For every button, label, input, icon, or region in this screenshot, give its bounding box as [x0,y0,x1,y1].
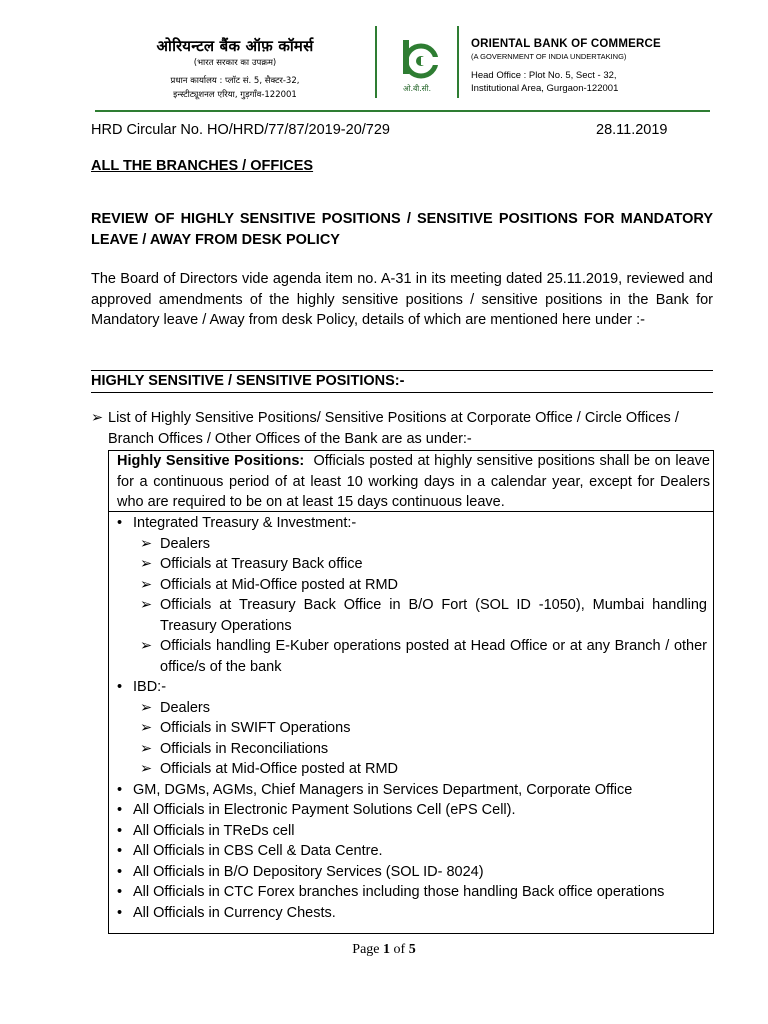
letterhead-hindi-block [95,36,375,102]
sub-list-item [109,534,713,555]
of-word: of [393,942,406,957]
list-item-text: All Officials in Currency Chests. [133,904,336,921]
list-item-text: All Officials in TReDs cell [133,822,295,839]
table-header-paragraph [117,451,710,513]
bullet-dot-icon: • [117,904,123,921]
list-item-text: Officials at Mid-Office posted at RMD [160,576,398,593]
arrow-bullet-icon: ➢ [140,761,153,777]
list-item-text: Officials at Mid-Office posted at RMD [160,761,398,777]
head-office-address-hindi [95,74,375,102]
bullet-dot-icon: • [117,863,123,880]
list-item [109,841,713,862]
subject-heading: REVIEW OF HIGHLY SENSITIVE POSITIONS / SENSITIVE POSITIONS FOR MANDATORY LEAVE / AWAY FROM DESK POLICY [91,211,713,248]
list-item-text: Officials at Treasury Back Office in B/O Fort (SOL ID -1050), Mumbai handling Treasury Operations [160,597,707,634]
letterhead-english-block [471,38,721,95]
table-header-text: Officials posted at highly sensitive positions shall be on leave for a continuous period of at least 10 working days in a calendar year, except for Dealers who are required to be on at least 15 days continuous leave. [117,453,710,510]
intro-paragraph: The Board of Directors vide agenda item no. A-31 in its meeting dated 25.11.2019, reviewed and approved amendments of the highly sensitive positions / sensitive positions in the Bank for Mandatory leave / Away from desk Policy, details of which are mentioned here under :- [91,271,713,328]
bullet-dot-icon: • [117,515,123,531]
bank-subtitle-english: (A GOVERNMENT OF INDIA UNDERTAKING) [471,52,627,61]
list-item-text: Officials at Treasury Back office [160,556,363,572]
bank-subtitle-hindi: (भारत सरकार का उपक्रम) [193,58,277,68]
letterhead [95,24,710,112]
addressee: ALL THE BRANCHES / OFFICES [91,158,314,174]
sub-list-item [109,698,713,719]
list-item-text: Dealers [160,535,210,552]
circular-date: 28.11.2019 [596,122,668,138]
arrow-bullet-icon: ➢ [140,740,153,757]
list-item [109,903,713,924]
page-footer [0,942,768,958]
logo-caption: ओ.बी.सी. [402,84,432,93]
list-item-text: Integrated Treasury & Investment:- [133,515,357,531]
bank-name-english: ORIENTAL BANK OF COMMERCE [471,38,661,50]
arrow-bullet-icon: ➢ [140,597,153,613]
positions-list [109,513,713,923]
sub-list-item [109,554,713,575]
page-current: 1 [383,942,391,957]
bank-logo-block [375,24,459,104]
address-english-line-1: Head Office : Plot No. 5, Sect - 32, [471,70,617,81]
sensitive-positions-table [108,450,714,934]
arrow-bullet-icon: ➢ [91,410,104,426]
letterhead-rule [95,110,710,112]
address-hindi-line-2: इन्स्टीट्यूशनल एरिया, गुड़गाँव-122001 [173,90,297,100]
bank-name-hindi: ओरियन्टल बैंक ऑफ़ कॉमर्स [156,37,314,55]
list-item-text: Dealers [160,699,210,716]
list-item [109,882,713,903]
sub-list-item [109,718,713,739]
bullet-dot-icon: • [117,884,123,900]
list-intro-text: List of Highly Sensitive Positions/ Sensitive Positions at Corporate Office / Circle Offices / Branch Offices / Other Offices of the Bank are as under:- [108,410,679,447]
page-word: Page [352,942,380,957]
head-office-address-english [471,69,721,95]
list-item-text: Officials in SWIFT Operations [160,720,351,736]
sub-list-item [109,739,713,760]
circular-number: HRD Circular No. HO/HRD/77/87/2019-20/729 [91,122,390,138]
list-intro [91,408,715,449]
list-item [109,800,713,821]
sub-list-item [109,759,713,780]
sub-list-item [109,595,713,636]
bullet-dot-icon: • [117,822,123,839]
list-item-text: All Officials in CBS Cell & Data Centre. [133,843,383,859]
list-item-text: All Officials in B/O Depository Services (SOL ID- 8024) [133,863,484,880]
section-heading: HIGHLY SENSITIVE / SENSITIVE POSITIONS:- [91,370,713,393]
obc-logo-icon [395,36,439,80]
list-item [109,513,713,534]
table-header-cell [109,451,713,512]
table-header-label: Highly Sensitive Positions: [117,453,305,469]
list-item-text: All Officials in Electronic Payment Solutions Cell (ePS Cell). [133,802,516,818]
arrow-bullet-icon: ➢ [140,720,153,736]
list-item-text: GM, DGMs, AGMs, Chief Managers in Services Department, Corporate Office [133,781,633,798]
address-english-line-2: Institutional Area, Gurgaon-122001 [471,83,619,94]
arrow-bullet-icon: ➢ [140,556,153,572]
arrow-bullet-icon: ➢ [140,535,153,552]
bullet-dot-icon: • [117,679,123,695]
list-item-text: Officials in Reconciliations [160,740,329,757]
sub-list-item [109,575,713,596]
list-item [109,780,713,801]
arrow-bullet-icon: ➢ [140,638,153,654]
bullet-dot-icon: • [117,802,123,818]
sub-list-item [109,636,713,677]
list-item-text: IBD:- [133,679,167,695]
list-item-text: All Officials in CTC Forex branches including those handling Back office operations [133,884,665,900]
list-item-text: Officials handling E-Kuber operations posted at Head Office or at any Branch / other office/s of the bank [160,638,707,675]
list-item [109,821,713,842]
arrow-bullet-icon: ➢ [140,699,153,716]
arrow-bullet-icon: ➢ [140,576,153,593]
bullet-dot-icon: • [117,843,123,859]
list-item [109,862,713,883]
address-hindi-line-1: प्रधान कार्यालय : प्लॉट सं. 5, सैक्टर-32, [170,76,300,86]
list-item [109,677,713,698]
page-total: 5 [408,942,416,957]
bullet-dot-icon: • [117,781,123,798]
